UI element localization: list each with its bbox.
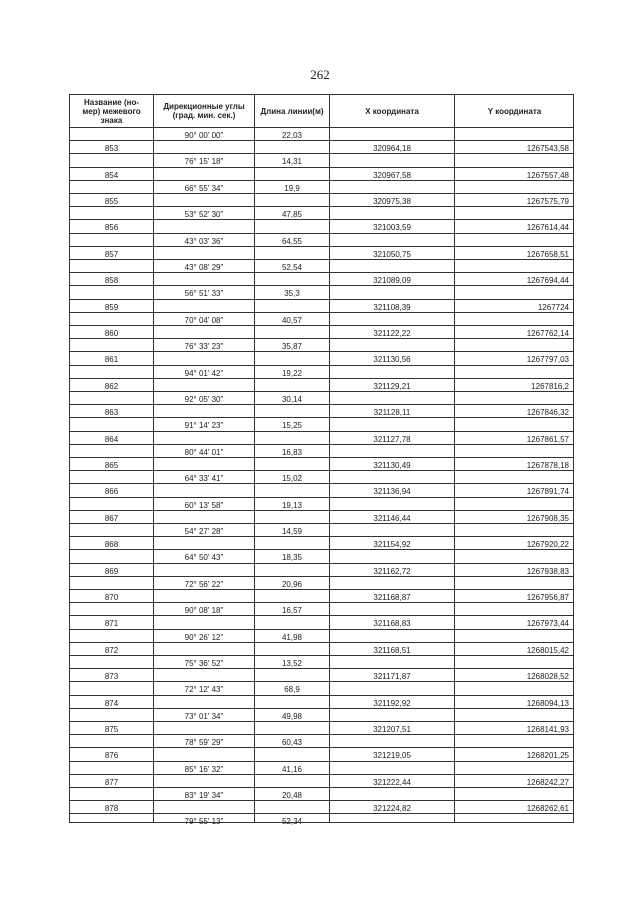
boundary-point-name-cell: 863 <box>104 408 119 418</box>
direction-angle-cell: 90° 00' 00" <box>184 131 224 140</box>
x-coordinate-cell: 321050,75 <box>373 249 411 259</box>
y-coordinate-cell: 1267846,32 <box>526 408 569 418</box>
coordinates-table <box>69 94 574 827</box>
y-coordinate-cell: 1267891,74 <box>526 487 569 497</box>
row-divider <box>70 391 573 392</box>
y-coordinate-cell: 1267973,44 <box>526 619 569 629</box>
y-coordinate-cell: 1267658,51 <box>526 249 569 259</box>
line-length-cell: 41,98 <box>281 632 303 642</box>
direction-angle-cell: 53° 52' 30" <box>184 210 224 220</box>
row-divider <box>70 246 573 247</box>
boundary-point-name-cell: 871 <box>104 619 119 629</box>
boundary-point-name-cell: 857 <box>104 249 119 259</box>
row-divider <box>70 523 573 524</box>
boundary-point-name-cell: 865 <box>104 461 119 470</box>
direction-angle-cell: 92° 05' 30" <box>184 395 224 404</box>
line-length-cell: 14,31 <box>281 157 303 167</box>
boundary-point-name-cell: 868 <box>104 540 119 550</box>
boundary-point-name-cell: 861 <box>104 355 119 365</box>
row-divider <box>70 378 573 379</box>
x-coordinate-cell: 320967,58 <box>373 170 411 180</box>
row-divider <box>70 233 573 234</box>
x-coordinate-cell: 321168,83 <box>373 619 411 629</box>
row-divider <box>70 444 573 445</box>
boundary-point-name-cell: 858 <box>104 276 119 286</box>
direction-angle-cell: 64° 50' 43" <box>184 553 224 563</box>
header-y: Y координата <box>487 106 542 116</box>
x-coordinate-cell: 321168,51 <box>373 645 411 655</box>
direction-angle-cell: 85° 16' 32" <box>184 764 224 774</box>
row-divider <box>70 153 573 154</box>
direction-angle-cell: 64° 33' 41" <box>184 474 224 484</box>
row-divider <box>70 272 573 273</box>
boundary-point-name-cell: 862 <box>104 381 119 391</box>
x-coordinate-cell: 321108,39 <box>373 302 411 312</box>
direction-angle-cell: 79° 55' 13" <box>184 817 224 827</box>
header-name: Название (но- мер) межевого знака <box>82 97 141 125</box>
x-coordinate-cell: 321003,59 <box>373 223 411 233</box>
row-divider <box>70 404 573 405</box>
boundary-point-name-cell: 860 <box>104 329 119 338</box>
row-divider <box>70 167 573 168</box>
boundary-point-name-cell: 869 <box>104 566 119 576</box>
line-length-cell: 64,55 <box>281 236 303 246</box>
boundary-point-name-cell: 875 <box>104 725 119 734</box>
boundary-point-name-cell: 864 <box>104 434 119 444</box>
boundary-point-name-cell: 874 <box>104 698 119 708</box>
x-coordinate-cell: 321224,82 <box>373 804 411 814</box>
row-divider <box>70 629 573 630</box>
row-divider <box>70 259 573 260</box>
y-coordinate-cell: 1268262,61 <box>526 804 569 814</box>
row-divider <box>70 747 573 748</box>
x-coordinate-cell: 321122,22 <box>373 329 411 338</box>
line-length-cell: 15,25 <box>281 421 303 431</box>
direction-angle-cell: 43° 03' 36" <box>184 236 224 246</box>
line-length-cell: 16,83 <box>281 447 303 457</box>
boundary-point-name-cell: 859 <box>104 302 119 312</box>
direction-angle-cell: 80° 44' 01" <box>184 447 224 457</box>
direction-angle-cell: 78° 59' 29" <box>184 738 224 748</box>
y-coordinate-cell: 1268015,42 <box>526 645 569 655</box>
line-length-cell: 13,52 <box>281 659 303 668</box>
direction-angle-cell: 54° 27' 28" <box>184 527 224 536</box>
row-divider <box>70 299 573 300</box>
y-coordinate-cell: 1267878,18 <box>526 461 569 470</box>
line-length-cell: 30,14 <box>281 395 303 404</box>
x-coordinate-cell: 321129,21 <box>373 381 411 391</box>
header-length: Длина линии(м) <box>260 106 324 116</box>
boundary-point-name-cell: 866 <box>104 487 119 497</box>
boundary-point-name-cell: 878 <box>104 804 119 814</box>
direction-angle-cell: 75° 36' 52" <box>184 659 224 668</box>
line-length-cell: 20,48 <box>281 791 303 800</box>
x-coordinate-cell: 320975,38 <box>373 197 411 206</box>
direction-angle-cell: 56° 51' 33" <box>184 289 224 299</box>
y-coordinate-cell: 1267614,44 <box>526 223 569 233</box>
x-coordinate-cell: 320964,18 <box>373 144 411 154</box>
line-length-cell: 16,57 <box>281 606 303 616</box>
y-coordinate-cell: 1267938,83 <box>526 566 569 576</box>
row-divider <box>70 338 573 339</box>
line-length-cell: 35,3 <box>284 289 300 299</box>
row-divider <box>70 312 573 313</box>
row-divider <box>70 813 573 814</box>
line-length-cell: 19,22 <box>281 368 303 378</box>
direction-angle-cell: 90° 08' 18" <box>184 606 224 616</box>
page-number: 262 <box>310 67 330 82</box>
row-divider <box>70 800 573 801</box>
line-length-cell: 18,35 <box>281 553 303 563</box>
y-coordinate-cell: 1267908,35 <box>526 513 569 523</box>
row-divider <box>70 787 573 788</box>
x-coordinate-cell: 321222,44 <box>373 777 411 787</box>
boundary-point-name-cell: 856 <box>104 223 119 233</box>
row-divider <box>70 325 573 326</box>
x-coordinate-cell: 321089,09 <box>373 276 411 286</box>
row-divider <box>70 497 573 498</box>
line-length-cell: 19,13 <box>281 500 303 510</box>
row-divider <box>70 549 573 550</box>
x-coordinate-cell: 321219,05 <box>373 751 411 761</box>
y-coordinate-cell: 1268201,25 <box>526 751 569 761</box>
x-coordinate-cell: 321146,44 <box>373 513 411 523</box>
direction-angle-cell: 94° 01' 42" <box>184 368 224 378</box>
line-length-cell: 19,9 <box>284 183 300 193</box>
header-x: X координата <box>365 106 419 116</box>
boundary-point-name-cell: 876 <box>104 751 119 761</box>
row-divider <box>70 734 573 735</box>
row-divider <box>70 536 573 537</box>
row-divider <box>70 721 573 722</box>
x-coordinate-cell: 321127,78 <box>373 434 411 444</box>
x-coordinate-cell: 321162,72 <box>373 566 411 576</box>
row-divider <box>70 285 573 286</box>
direction-angle-cell: 43° 08' 29" <box>184 263 224 272</box>
boundary-point-name-cell: 855 <box>104 197 119 206</box>
y-coordinate-cell: 1268028,52 <box>526 672 569 682</box>
row-divider <box>70 417 573 418</box>
boundary-point-name-cell: 877 <box>104 777 119 787</box>
y-coordinate-cell: 1267724 <box>537 302 569 312</box>
y-coordinate-cell: 1267816,2 <box>531 381 569 391</box>
y-coordinate-cell: 1267920,22 <box>526 540 569 550</box>
row-divider <box>70 589 573 590</box>
line-length-cell: 52,54 <box>281 263 303 272</box>
line-length-cell: 20,96 <box>281 579 303 589</box>
y-coordinate-cell: 1267557,48 <box>526 170 569 180</box>
y-coordinate-cell: 1267797,03 <box>526 355 569 365</box>
row-divider <box>70 681 573 682</box>
direction-angle-cell: 72° 12' 43" <box>184 685 224 695</box>
row-divider <box>70 483 573 484</box>
row-divider <box>70 655 573 656</box>
y-coordinate-cell: 1267956,87 <box>526 593 569 602</box>
x-coordinate-cell: 321154,92 <box>373 540 411 550</box>
row-divider <box>70 510 573 511</box>
direction-angle-cell: 60° 13' 58" <box>184 500 224 510</box>
y-coordinate-cell: 1267861,57 <box>526 434 569 444</box>
y-coordinate-cell: 1267575,79 <box>526 197 569 206</box>
y-coordinate-cell: 1267694,44 <box>526 276 569 286</box>
boundary-point-name-cell: 873 <box>104 672 119 682</box>
y-coordinate-cell: 1267762,14 <box>526 329 569 338</box>
direction-angle-cell: 76° 15' 18" <box>184 157 224 167</box>
line-length-cell: 47,85 <box>281 210 303 220</box>
x-coordinate-cell: 321130,49 <box>373 461 411 470</box>
direction-angle-cell: 70° 04' 08" <box>184 315 224 325</box>
row-divider <box>70 206 573 207</box>
row-divider <box>70 457 573 458</box>
row-divider <box>70 761 573 762</box>
row-divider <box>70 180 573 181</box>
line-length-cell: 14,59 <box>281 527 303 536</box>
row-divider <box>70 365 573 366</box>
row-divider <box>70 695 573 696</box>
direction-angle-cell: 90° 26' 12" <box>184 632 224 642</box>
line-length-cell: 52,34 <box>281 817 303 827</box>
x-coordinate-cell: 321168,87 <box>373 593 411 602</box>
line-length-cell: 15,02 <box>281 474 303 484</box>
row-divider <box>70 576 573 577</box>
y-coordinate-cell: 1268242,27 <box>526 777 569 787</box>
boundary-point-name-cell: 854 <box>104 170 119 180</box>
x-coordinate-cell: 321207,51 <box>373 725 411 734</box>
direction-angle-cell: 66° 55' 34" <box>184 183 224 193</box>
row-divider <box>70 602 573 603</box>
row-divider <box>70 351 573 352</box>
line-length-cell: 35,87 <box>281 342 303 352</box>
line-length-cell: 49,98 <box>281 711 303 721</box>
x-coordinate-cell: 321136,94 <box>373 487 411 497</box>
row-divider <box>70 642 573 643</box>
direction-angle-cell: 91° 14' 23" <box>184 421 224 431</box>
line-length-cell: 40,57 <box>281 315 303 325</box>
line-length-cell: 68,9 <box>284 685 300 695</box>
line-length-cell: 60,43 <box>281 738 303 748</box>
header-angle: Дирекционные углы (град. мин. сек.) <box>163 102 245 120</box>
direction-angle-cell: 83° 19' 34" <box>184 791 224 800</box>
row-divider <box>70 708 573 709</box>
y-coordinate-cell: 1268141,93 <box>526 725 569 734</box>
direction-angle-cell: 72° 56' 22" <box>184 579 224 589</box>
row-divider <box>70 140 573 141</box>
x-coordinate-cell: 321192,92 <box>373 698 411 708</box>
row-divider <box>70 470 573 471</box>
x-coordinate-cell: 321128,11 <box>373 408 411 418</box>
y-coordinate-cell: 1267543,58 <box>526 144 569 154</box>
x-coordinate-cell: 321171,87 <box>373 672 411 682</box>
line-length-cell: 22,03 <box>281 131 303 140</box>
row-divider <box>70 219 573 220</box>
boundary-point-name-cell: 872 <box>104 645 119 655</box>
row-divider <box>70 615 573 616</box>
boundary-point-name-cell: 870 <box>104 593 119 602</box>
row-divider <box>70 668 573 669</box>
direction-angle-cell: 76° 33' 23" <box>184 342 224 352</box>
boundary-point-name-cell: 867 <box>104 513 119 523</box>
header-divider <box>70 127 573 128</box>
y-coordinate-cell: 1268094,13 <box>526 698 569 708</box>
direction-angle-cell: 73° 01' 34" <box>184 711 224 721</box>
row-divider <box>70 563 573 564</box>
row-divider <box>70 774 573 775</box>
row-divider <box>70 431 573 432</box>
row-divider <box>70 193 573 194</box>
line-length-cell: 41,16 <box>281 764 303 774</box>
x-coordinate-cell: 321130,56 <box>373 355 411 365</box>
boundary-point-name-cell: 853 <box>104 144 119 154</box>
